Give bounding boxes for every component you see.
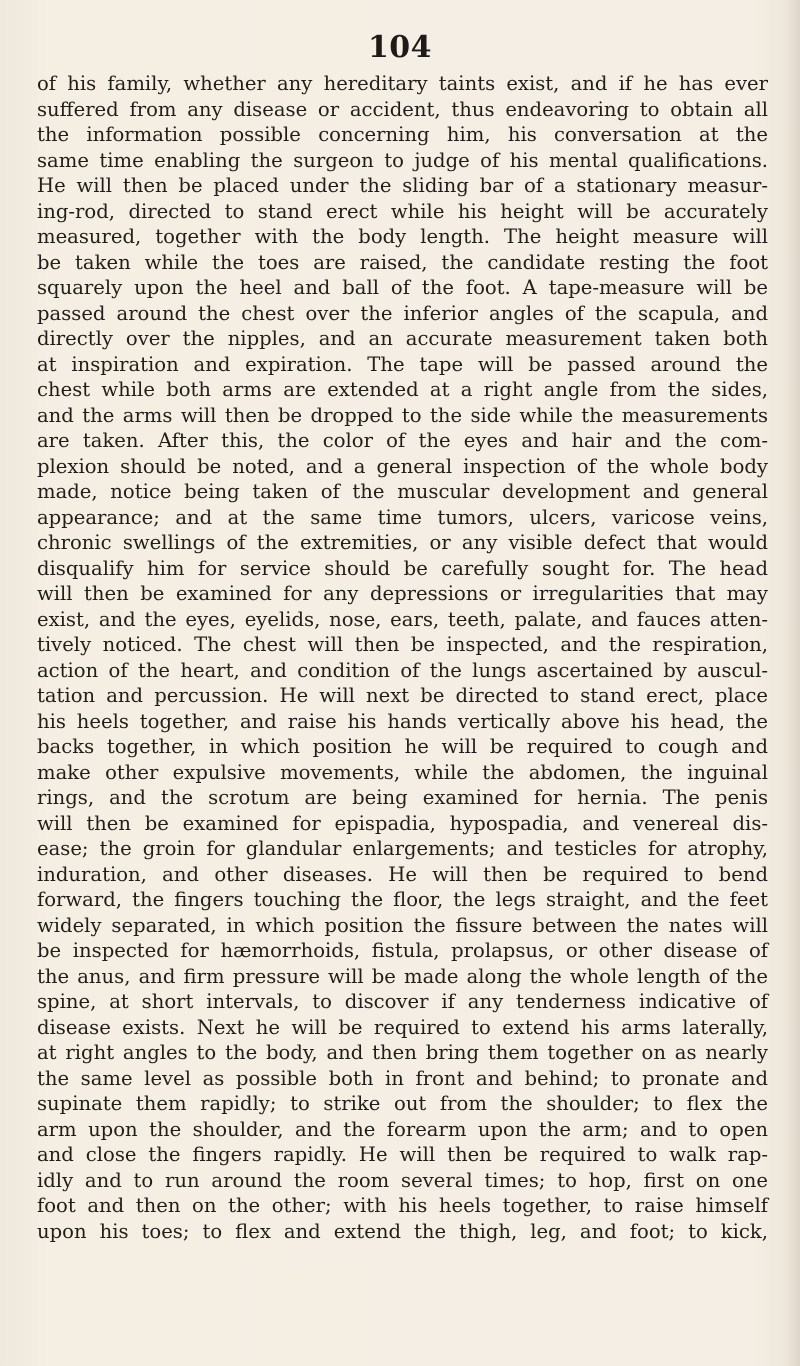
text-line: of his family, whether any hereditary taints exist, and if he has ever (37, 72, 768, 95)
text-line: passed around the chest over the inferior angles of the scapula, and (37, 301, 768, 325)
text-line: make other expulsive movements, while the abdomen, the inguinal (37, 760, 768, 784)
text-line: spine, at short intervals, to discover if any tenderness indicative of (37, 990, 768, 1013)
text-line: the same level as possible both in front and behind; to pronate and (37, 1066, 768, 1090)
text-line: be taken while the toes are raised, the candidate resting the foot (37, 250, 768, 274)
text-line: plexion should be noted, and a general inspection of the whole body (37, 454, 768, 478)
text-line: He will then be placed under the sliding bar of a stationary measur- (37, 174, 768, 197)
text-line: directly over the nipples, and an accurate measurement taken both (37, 327, 768, 350)
text-line: suffered from any disease or accident, thus endeavoring to obtain all (37, 97, 768, 121)
text-line: action of the heart, and condition of the lungs ascertained by auscul- (37, 658, 768, 682)
text-line: appearance; and at the same time tumors, ulcers, varicose veins, (37, 505, 768, 529)
text-line: and close the fingers rapidly. He will then be required to walk rap- (37, 1143, 768, 1166)
page-number: 104 (367, 30, 433, 65)
text-line: foot and then on the other; with his heels together, to raise himself (37, 1194, 768, 1217)
text-line: chronic swellings of the extremities, or any visible defect that would (37, 531, 768, 554)
text-line: will then be examined for epispadia, hypospadia, and venereal dis- (37, 811, 768, 835)
text-line: disease exists. Next he will be required to extend his arms laterally, (37, 1015, 768, 1039)
text-line: forward, the fingers touching the floor, the legs straight, and the feet (37, 888, 768, 911)
text-line: made, notice being taken of the muscular development and general (37, 480, 768, 503)
text-line: squarely upon the heel and ball of the foot. A tape-measure will be (37, 276, 768, 299)
text-line: chest while both arms are extended at a right angle from the sides, (37, 378, 768, 401)
page-edge-shadow (786, 0, 800, 1366)
text-line: the anus, and firm pressure will be made along the whole length of the (37, 964, 768, 988)
text-line: be inspected for hæmorrhoids, fistula, prolapsus, or other disease of (37, 939, 768, 962)
text-line: at right angles to the body, and then bring them together on as nearly (37, 1041, 768, 1064)
text-line: measured, together with the body length. The height measure will (37, 225, 768, 248)
text-line: exist, and the eyes, eyelids, nose, ears, teeth, palate, and fauces atten- (37, 607, 768, 631)
text-line: rings, and the scrotum are being examined for hernia. The penis (37, 786, 768, 809)
text-line: upon his toes; to flex and extend the thigh, leg, and foot; to kick, (37, 1219, 768, 1243)
text-line: supinate them rapidly; to strike out from the shoulder; to flex the (37, 1092, 768, 1115)
text-line: disqualify him for service should be carefully sought for. The head (37, 556, 768, 580)
text-line: ing-rod, directed to stand erect while his height will be accurately (37, 199, 768, 223)
text-line: are taken. After this, the color of the eyes and hair and the com- (37, 429, 768, 452)
text-line: tively noticed. The chest will then be inspected, and the respiration, (37, 633, 768, 656)
text-line: ease; the groin for glandular enlargements; and testicles for atrophy, (37, 837, 768, 860)
text-line: will then be examined for any depressions or irregularities that may (37, 582, 768, 605)
text-line: arm upon the shoulder, and the forearm upon the arm; and to open (37, 1117, 768, 1141)
text-line: tation and percussion. He will next be directed to stand erect, place (37, 684, 768, 707)
text-line: backs together, in which position he will be required to cough and (37, 735, 768, 758)
text-line: and the arms will then be dropped to the side while the measurements (37, 403, 768, 427)
text-line: same time enabling the surgeon to judge of his mental qualifications. (37, 148, 768, 172)
text-line: his heels together, and raise his hands vertically above his head, the (37, 709, 768, 733)
text-line: induration, and other diseases. He will then be required to bend (37, 862, 768, 886)
body-text (37, 71, 768, 1244)
text-line: idly and to run around the room several times; to hop, first on one (37, 1168, 768, 1192)
text-line: the information possible concerning him, his conversation at the (37, 123, 768, 146)
text-line: widely separated, in which position the fissure between the nates will (37, 913, 768, 937)
text-line: at inspiration and expiration. The tape will be passed around the (37, 352, 768, 376)
